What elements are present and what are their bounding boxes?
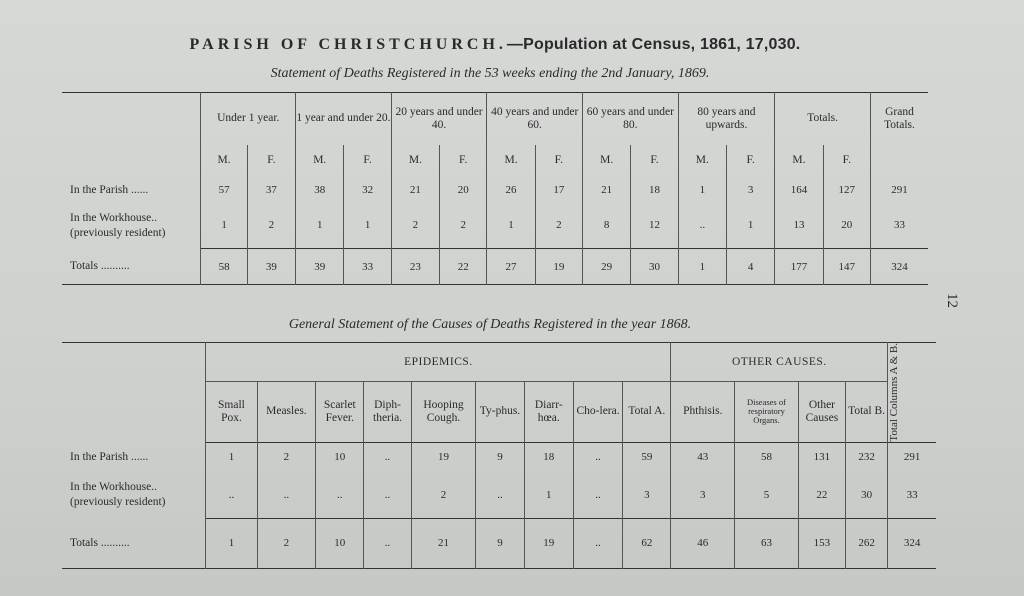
sex-header: F. bbox=[247, 145, 295, 177]
cell: 10 bbox=[316, 518, 364, 568]
sex-header: M. bbox=[583, 145, 631, 177]
col-total-a: Total A. bbox=[623, 382, 671, 442]
col-typhus: Ty-phus. bbox=[476, 382, 524, 442]
sex-header: F. bbox=[440, 145, 487, 177]
group-header: 20 years and under 40. bbox=[391, 93, 487, 145]
cell: .. bbox=[573, 442, 622, 472]
col-hooping-cough: Hooping Cough. bbox=[411, 382, 476, 442]
group-header: 40 years and under 60. bbox=[487, 93, 583, 145]
row-label: In the Workhouse.. (previously resident) bbox=[70, 211, 166, 239]
cell: .. bbox=[316, 472, 364, 518]
cell: 22 bbox=[440, 249, 487, 285]
group-header: Under 1 year. bbox=[201, 93, 296, 145]
deaths-statement-subtitle: Statement of Deaths Registered in the 53 weeks ending the 2nd January, 1869. bbox=[270, 66, 710, 81]
cell: 13 bbox=[775, 203, 823, 249]
sex-header: F. bbox=[726, 145, 774, 177]
sex-header: M. bbox=[201, 145, 247, 177]
cell: 46 bbox=[671, 518, 735, 568]
cell: 2 bbox=[411, 472, 476, 518]
cell: .. bbox=[573, 518, 622, 568]
table-row bbox=[62, 203, 928, 249]
group-header: 80 years and upwards. bbox=[678, 93, 775, 145]
cell: 1 bbox=[206, 518, 257, 568]
title-population: —Population at Census, 1861, 17,030. bbox=[506, 36, 801, 53]
cell: 30 bbox=[631, 249, 678, 285]
sex-header: F. bbox=[631, 145, 678, 177]
sex-header: M. bbox=[296, 145, 344, 177]
cell: 1 bbox=[344, 203, 391, 249]
cell: 38 bbox=[296, 177, 344, 203]
cell: 29 bbox=[583, 249, 631, 285]
cell: 12 bbox=[631, 203, 678, 249]
cell: .. bbox=[257, 472, 316, 518]
cell: 18 bbox=[631, 177, 678, 203]
cell: 58 bbox=[735, 442, 799, 472]
cell: 23 bbox=[391, 249, 439, 285]
cell: 58 bbox=[201, 249, 247, 285]
row-label: Totals .......... bbox=[70, 536, 130, 549]
cell: 1 bbox=[524, 472, 573, 518]
cell: 3 bbox=[623, 472, 671, 518]
cell: 1 bbox=[678, 249, 726, 285]
totals-row bbox=[62, 518, 936, 568]
cell: 1 bbox=[487, 203, 535, 249]
cell: 127 bbox=[823, 177, 870, 203]
row-label: Totals .......... bbox=[70, 260, 130, 273]
cell: 20 bbox=[440, 177, 487, 203]
cell: 9 bbox=[476, 442, 524, 472]
cell: .. bbox=[364, 442, 411, 472]
cell: 324 bbox=[870, 249, 928, 285]
cell: 3 bbox=[671, 472, 735, 518]
col-small-pox: Small Pox. bbox=[206, 382, 257, 442]
cell: 37 bbox=[247, 177, 295, 203]
sex-header: F. bbox=[344, 145, 391, 177]
cell: 10 bbox=[316, 442, 364, 472]
cell: 2 bbox=[257, 442, 316, 472]
col-phthisis: Phthisis. bbox=[671, 382, 735, 442]
cell: 62 bbox=[623, 518, 671, 568]
cell: 8 bbox=[583, 203, 631, 249]
col-cholera: Cho-lera. bbox=[573, 382, 622, 442]
cell: 32 bbox=[344, 177, 391, 203]
row-label: In the Parish ...... bbox=[70, 183, 149, 196]
column-header-row bbox=[62, 382, 936, 442]
cell: 2 bbox=[535, 203, 582, 249]
cell: 3 bbox=[726, 177, 774, 203]
col-diarrhoea: Diarr-hœa. bbox=[524, 382, 573, 442]
cell: 131 bbox=[798, 442, 845, 472]
sex-header: M. bbox=[391, 145, 439, 177]
cell: 30 bbox=[846, 472, 888, 518]
sex-header: M. bbox=[487, 145, 535, 177]
cell: 1 bbox=[726, 203, 774, 249]
cell: 5 bbox=[735, 472, 799, 518]
cell: 39 bbox=[247, 249, 295, 285]
row-label: In the Workhouse.. (previously resident) bbox=[70, 481, 166, 509]
cell: 59 bbox=[623, 442, 671, 472]
cell: .. bbox=[206, 472, 257, 518]
cell: 20 bbox=[823, 203, 870, 249]
cell: 2 bbox=[257, 518, 316, 568]
total-columns-header: Total Columns A & B. bbox=[888, 343, 936, 443]
cell: 262 bbox=[846, 518, 888, 568]
col-scarlet-fever: Scarlet Fever. bbox=[316, 382, 364, 442]
cell: 291 bbox=[888, 442, 936, 472]
corner-cell bbox=[62, 343, 206, 382]
cell: 43 bbox=[671, 442, 735, 472]
title-parish: PARISH OF CHRISTCHURCH. bbox=[189, 36, 507, 53]
col-other-causes: Other Causes bbox=[798, 382, 845, 442]
col-diphtheria: Diph-theria. bbox=[364, 382, 411, 442]
group-header: Grand Totals. bbox=[870, 93, 928, 145]
cell: 19 bbox=[411, 442, 476, 472]
cell: 2 bbox=[247, 203, 295, 249]
other-causes-header: OTHER CAUSES. bbox=[671, 343, 888, 382]
cell: 39 bbox=[296, 249, 344, 285]
cell: 27 bbox=[487, 249, 535, 285]
cell: 2 bbox=[440, 203, 487, 249]
sex-header: F. bbox=[823, 145, 870, 177]
cell: .. bbox=[678, 203, 726, 249]
page-title bbox=[150, 36, 840, 54]
cell: 4 bbox=[726, 249, 774, 285]
cell: 232 bbox=[846, 442, 888, 472]
cell: .. bbox=[476, 472, 524, 518]
cell: 33 bbox=[870, 203, 928, 249]
cell: 9 bbox=[476, 518, 524, 568]
sex-header: F. bbox=[535, 145, 582, 177]
row-label: In the Parish ...... bbox=[70, 451, 149, 464]
table-row bbox=[62, 177, 928, 203]
group-header: 60 years and under 80. bbox=[583, 93, 679, 145]
cell: 22 bbox=[798, 472, 845, 518]
cell: 33 bbox=[888, 472, 936, 518]
cell: 1 bbox=[206, 442, 257, 472]
cell: 17 bbox=[535, 177, 582, 203]
cell: 1 bbox=[678, 177, 726, 203]
cell: .. bbox=[364, 472, 411, 518]
epidemics-header: EPIDEMICS. bbox=[206, 343, 671, 382]
cell: 19 bbox=[524, 518, 573, 568]
cell: 1 bbox=[201, 203, 247, 249]
col-measles: Measles. bbox=[257, 382, 316, 442]
group-header: Totals. bbox=[775, 93, 871, 145]
cell: 21 bbox=[411, 518, 476, 568]
cell: 147 bbox=[823, 249, 870, 285]
totals-row bbox=[62, 249, 928, 285]
cell: 164 bbox=[775, 177, 823, 203]
sex-header: M. bbox=[775, 145, 823, 177]
cell: 21 bbox=[583, 177, 631, 203]
cell: 33 bbox=[344, 249, 391, 285]
cell: 57 bbox=[201, 177, 247, 203]
cell: .. bbox=[364, 518, 411, 568]
table-row bbox=[62, 442, 936, 472]
page-number: 12 bbox=[944, 293, 960, 308]
cell: 18 bbox=[524, 442, 573, 472]
group-header: 1 year and under 20. bbox=[296, 93, 392, 145]
cell: 177 bbox=[775, 249, 823, 285]
table-row bbox=[62, 472, 936, 518]
sex-header: M. bbox=[678, 145, 726, 177]
col-respiratory: Diseases of respiratory Organs. bbox=[735, 382, 799, 442]
cell: .. bbox=[573, 472, 622, 518]
cell: 19 bbox=[535, 249, 582, 285]
cell: 2 bbox=[391, 203, 439, 249]
cell: 1 bbox=[296, 203, 344, 249]
causes-of-death-table bbox=[62, 342, 936, 569]
deaths-by-age-table bbox=[62, 92, 928, 285]
cell: 21 bbox=[391, 177, 439, 203]
cell: 153 bbox=[798, 518, 845, 568]
sex-header-row bbox=[62, 145, 928, 177]
cell: 324 bbox=[888, 518, 936, 568]
corner-cell bbox=[62, 93, 201, 145]
cell: 26 bbox=[487, 177, 535, 203]
causes-statement-subtitle: General Statement of the Causes of Deaths Registered in the year 1868. bbox=[288, 317, 692, 332]
cell: 291 bbox=[870, 177, 928, 203]
col-total-b: Total B. bbox=[846, 382, 888, 442]
cell: 63 bbox=[735, 518, 799, 568]
